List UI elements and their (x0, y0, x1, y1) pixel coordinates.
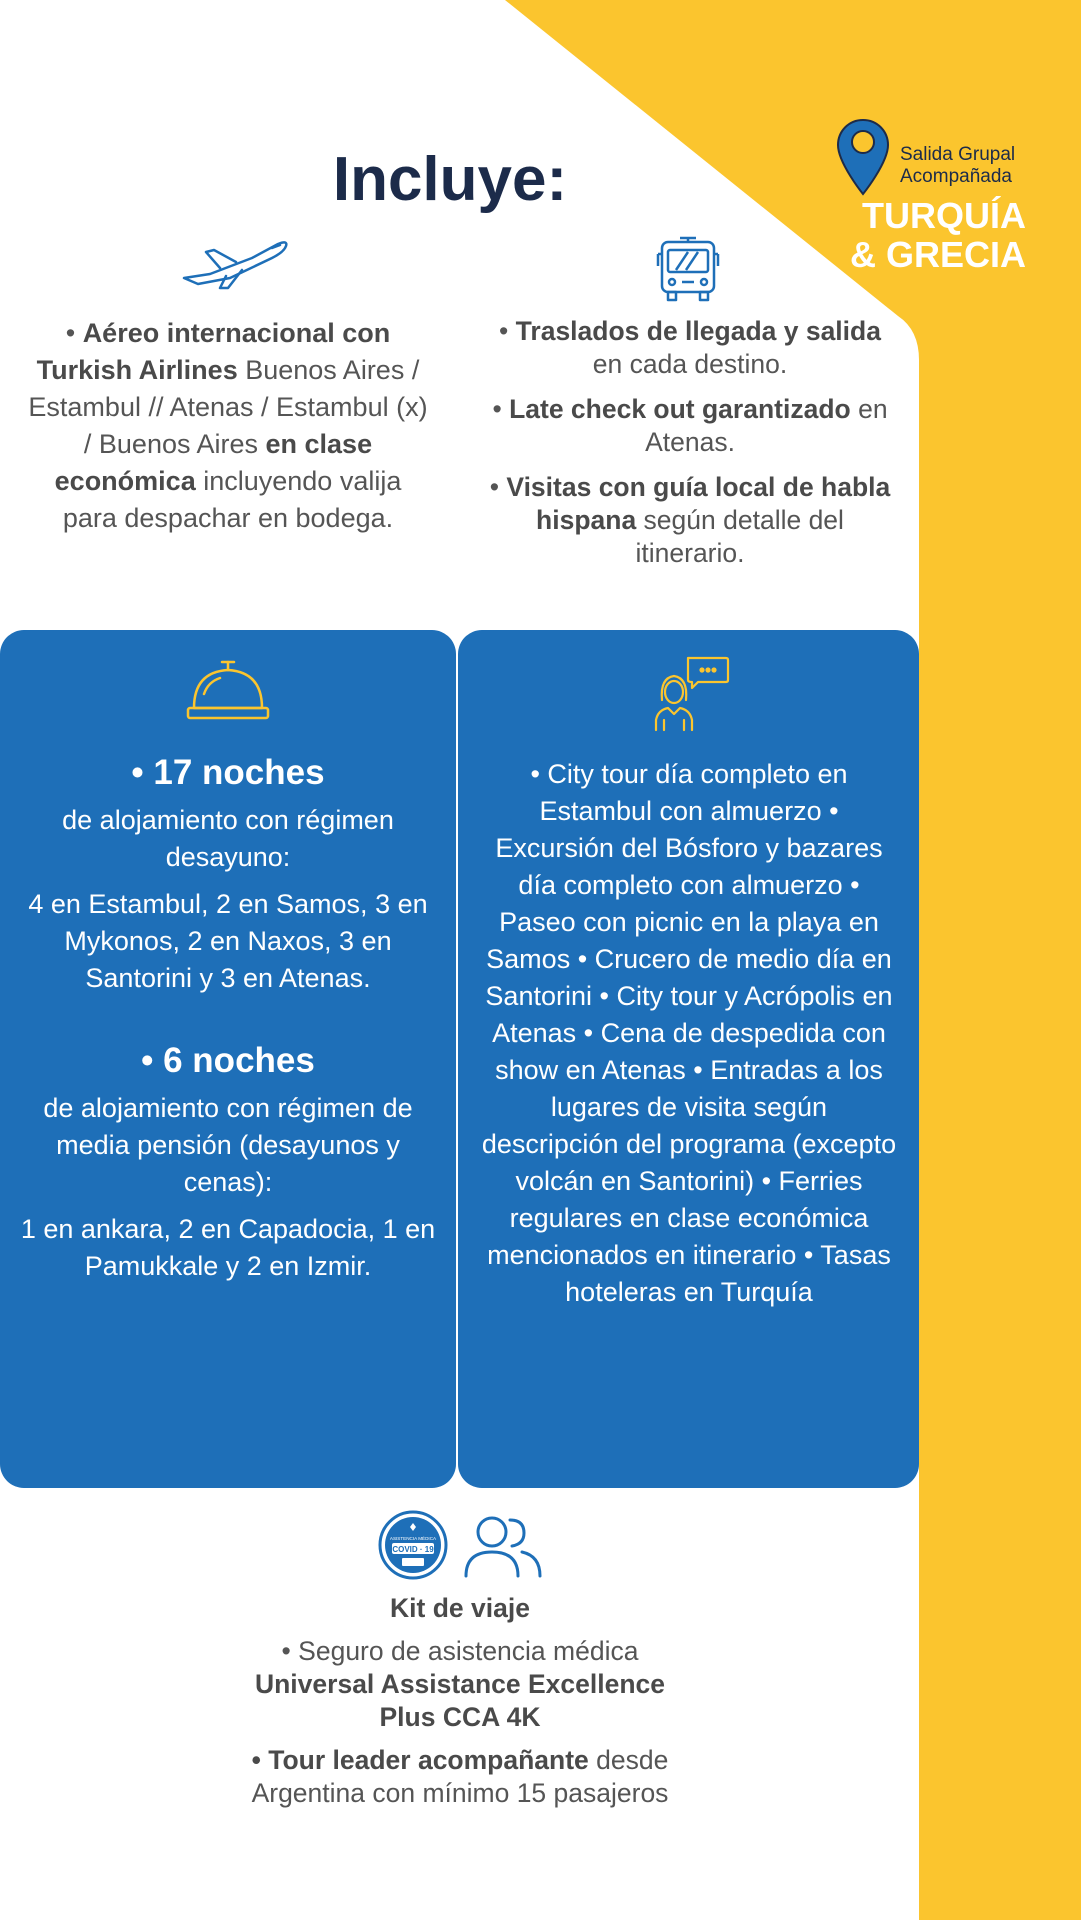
flights-bold-airline: Aéreo internacional con Turkish Airlines (36, 318, 391, 385)
flights-bullet: • (65, 318, 83, 348)
breakfast-cities: 4 en Estambul, 2 en Samos, 3 en Mykonos, 2 en Naxos, 3 en Santorini y 3 en Atenas. (28, 889, 428, 993)
badge-destination-line2: & GRECIA (849, 234, 1026, 275)
covid-badge-line2: COVID · 19 (392, 1545, 434, 1554)
kit-leader-text: desde Argentina con mínimo 15 pasajeros (251, 1745, 669, 1808)
kit-section (240, 1592, 680, 1820)
half-board-cities: 1 en ankara, 2 en Capadocia, 1 en Pamukkale y 2 en Izmir. (20, 1214, 436, 1281)
flights-route: Buenos Aires / Estambul // Atenas / Estambul (x) / Buenos Aires (28, 355, 428, 459)
service-bold: Visitas con guía local de habla hispana (506, 472, 891, 535)
service-bold: Traslados de llegada y salida (515, 316, 881, 346)
service-text: según detalle del itinerario. (635, 505, 844, 568)
service-bell-icon (186, 658, 270, 722)
flights-luggage: incluyendo valija para despachar en bodega. (62, 466, 402, 533)
kit-icons (378, 1508, 542, 1578)
nights-count-17: • 17 noches (131, 753, 325, 792)
tour-guide-icon (654, 656, 730, 732)
lodging-block-half-board (20, 1040, 436, 1285)
service-item-transfers (485, 315, 895, 381)
kit-insurance (240, 1635, 680, 1734)
badge-subtitle-line1: Salida Grupal (900, 144, 1016, 165)
service-bullet: • (489, 472, 507, 502)
flights-description (28, 315, 428, 537)
regime-breakfast: de alojamiento con régimen desayuno: (62, 805, 394, 872)
badge-destination-line1: TURQUÍA (862, 195, 1026, 236)
service-bullet: • (492, 394, 510, 424)
kit-leader-bold: • Tour leader acompañante (251, 1745, 589, 1775)
service-text: en Atenas. (645, 394, 888, 457)
activities-text: • City tour día completo en Estambul con almuerzo • Excursión del Bósforo y bazares día completo con almuerzo • Paseo con picnic en la playa en Samos • Crucero de medio día en Santorini • City tour y Acrópolis en Atenas • Cena de despedida con show en Atenas • Entradas a los lugares de visita según descripción del programa (excepto volcán en Santorini) • Ferries regulares en clase económica mencionados en itinerario • Tasas hoteleras en Turquía (481, 759, 897, 1307)
activities-card (458, 630, 919, 1488)
location-pin-icon (836, 118, 890, 196)
page-title: Incluye: (332, 145, 568, 214)
nights-count-6: • 6 noches (141, 1041, 315, 1080)
regime-half-board: de alojamiento con régimen de media pensión (desayunos y cenas): (43, 1093, 413, 1197)
service-text: en cada destino. (592, 349, 788, 379)
lodging-block-breakfast (20, 752, 436, 997)
kit-title: Kit de viaje (390, 1593, 530, 1623)
people-icon (464, 1514, 542, 1578)
lodging-card (0, 630, 456, 1488)
service-bold: Late check out garantizado (509, 394, 851, 424)
airplane-icon (180, 230, 290, 292)
kit-insurance-bold: Universal Assistance Excellence Plus CCA 4K (254, 1669, 665, 1732)
service-bullet: • (499, 316, 516, 346)
kit-insurance-text: • Seguro de asistencia médica (281, 1636, 639, 1666)
bus-icon (654, 236, 722, 304)
destination-badge (836, 118, 1066, 278)
covid-assistance-badge-icon (378, 1510, 448, 1580)
flights-bold-class: en clase económica (54, 429, 373, 496)
service-item-late-checkout (485, 393, 895, 459)
service-item-guided-visits (485, 471, 895, 570)
badge-subtitle-line2: Acompañada (900, 166, 1012, 187)
services-list (485, 315, 895, 582)
covid-badge-line1: ASISTENCIA MÉDICA (389, 1536, 437, 1541)
kit-tour-leader (240, 1744, 680, 1810)
